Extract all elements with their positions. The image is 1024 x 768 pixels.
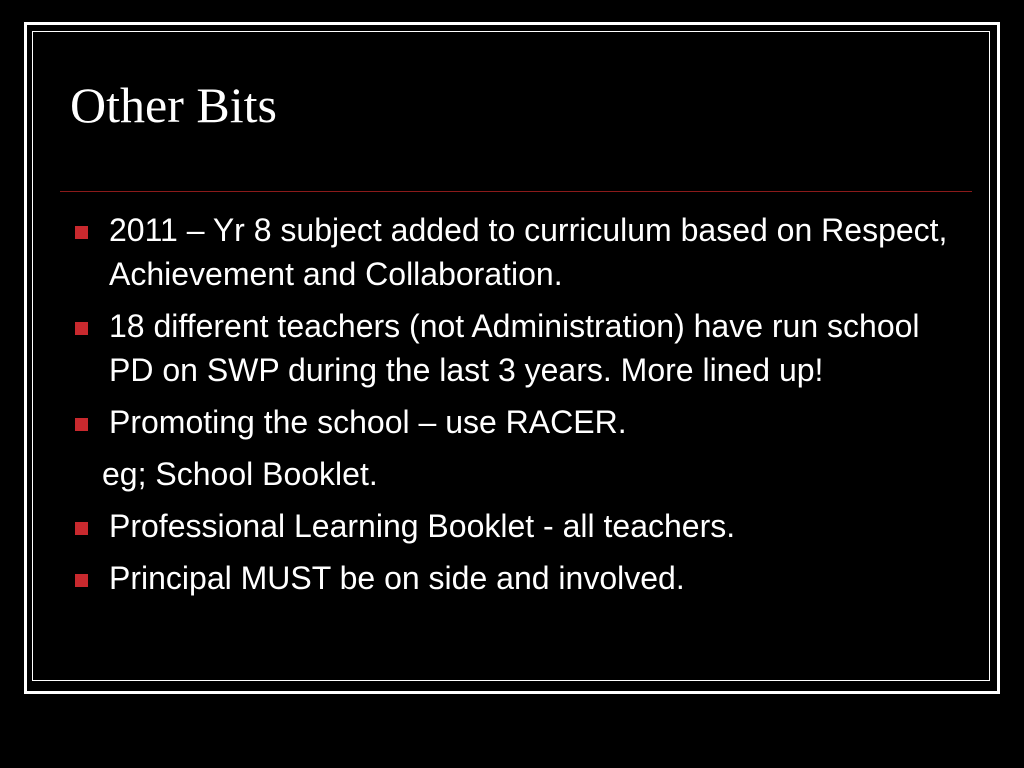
slide-title: Other Bits — [70, 77, 277, 133]
continuation-text: eg; School Booklet. — [102, 456, 378, 492]
bullet-item — [72, 400, 962, 444]
bullet-item — [72, 504, 962, 548]
square-bullet-icon — [75, 574, 88, 587]
square-bullet-icon — [75, 226, 88, 239]
title-divider — [60, 191, 972, 192]
square-bullet-icon — [75, 522, 88, 535]
square-bullet-icon — [75, 418, 88, 431]
bullet-text: Principal MUST be on side and involved. — [109, 560, 685, 596]
bullet-item — [72, 304, 962, 392]
bullet-text: 2011 – Yr 8 subject added to curriculum based on Respect, Achievement and Collaboration. — [109, 212, 948, 292]
bullet-list — [72, 208, 962, 600]
bullet-text: 18 different teachers (not Administration) have run school PD on SWP during the last 3 years. More lined up! — [109, 308, 920, 388]
continuation-line — [72, 452, 962, 496]
bullet-item — [72, 556, 962, 600]
bullet-text: Professional Learning Booklet - all teachers. — [109, 508, 736, 544]
bullet-item — [72, 208, 962, 296]
bullet-text: Promoting the school – use RACER. — [109, 404, 627, 440]
square-bullet-icon — [75, 322, 88, 335]
